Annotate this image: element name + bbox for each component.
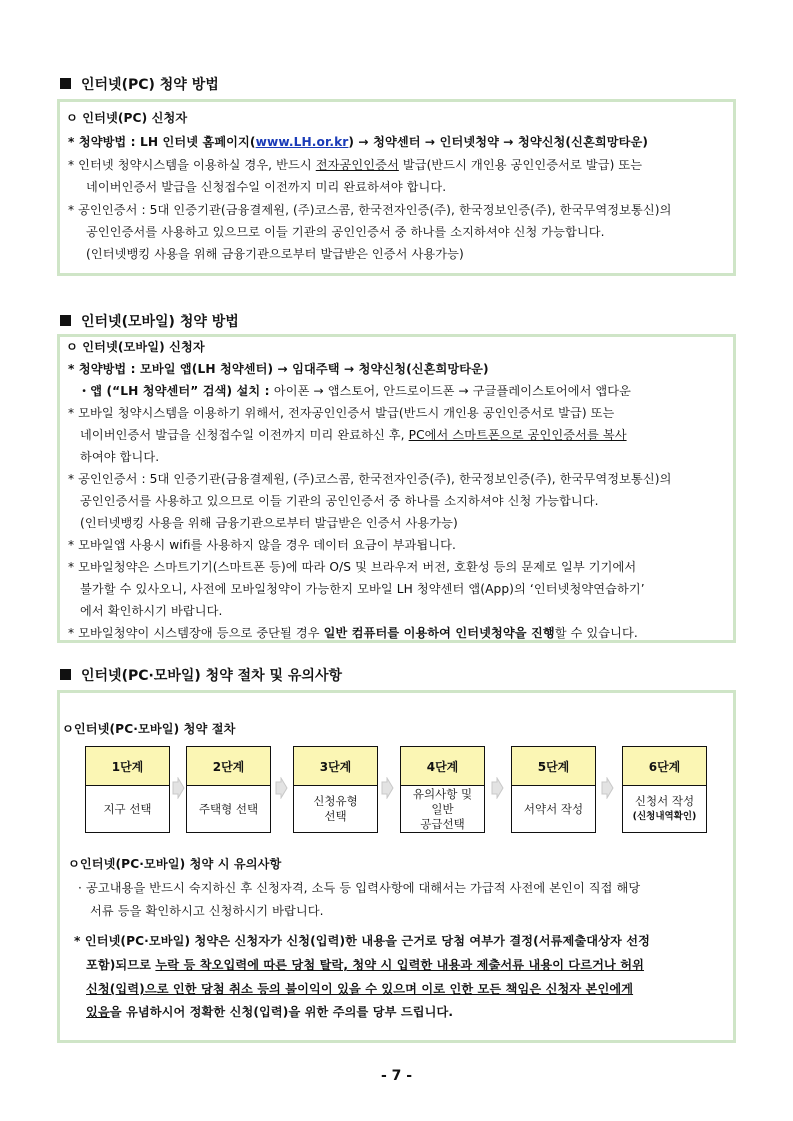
mobile-line-7: 공인인증서를 사용하고 있으므로 이들 기관의 공인인증서 중 하나를 소지하셔야 신청 가능합니다. xyxy=(80,494,599,508)
step-4 xyxy=(400,746,485,833)
step-text-main: 신청서 작성 xyxy=(634,794,695,808)
step-text-lines: 신청유형 선택 xyxy=(313,794,358,823)
notice-line-2: 서류 등을 확인하시고 신청하시기 바랍니다. xyxy=(90,904,324,918)
step-1 xyxy=(85,746,170,833)
step-label: 1단계 xyxy=(86,747,169,786)
mobile-line-11: 불가할 수 있사오니, 사전에 모바일청약이 가능한지 모바일 LH 청약센터 앱(App)의 ‘인터넷청약연습하기’ xyxy=(80,582,645,596)
step-label: 4단계 xyxy=(401,747,484,786)
square-bullet-icon xyxy=(60,78,71,89)
mobile-line-12: 에서 확인하시기 바랍니다. xyxy=(80,604,223,618)
mobile-line-8: (인터넷뱅킹 사용을 위해 금융기관으로부터 발급받은 인증서 사용가능) xyxy=(80,516,458,530)
mobile-line-13: * 모바일청약이 시스템장애 등으로 중단될 경우 일반 컴퓨터를 이용하여 인터넷청약을 진행할 수 있습니다. xyxy=(68,626,638,640)
step-text: 서약서 작성 xyxy=(523,801,584,816)
notice-subheading: ㅇ인터넷(PC·모바일) 청약 시 유의사항 xyxy=(68,857,282,871)
arrow-right-icon xyxy=(274,777,288,799)
step-text xyxy=(401,786,484,832)
section-title-pc: 인터넷(PC) 청약 방법 xyxy=(60,74,219,94)
step-2 xyxy=(186,746,271,833)
pc-line-4: * 공인인증서 : 5대 인증기관(금융결제원, (주)코스콤, 한국전자인증(주), 한국정보인증(주), 한국무역정보통신)의 xyxy=(68,203,672,217)
pc-line-5: 공인인증서를 사용하고 있으므로 이들 기관의 공인인증서 중 하나를 소지하셔야 신청 가능합니다. xyxy=(86,225,605,239)
page-number: - 7 - xyxy=(380,1068,413,1084)
pc-line-2: * 인터넷 청약시스템을 이용하실 경우, 반드시 전자공인인증서 발급(반드시 개인용 공인인증서로 발급) 또는 xyxy=(68,158,643,172)
mobile-line-2: ・앱 (“LH 청약센터” 검색) 설치 : 아이폰 → 앱스토어, 안드로이드폰 → 구글플레이스토어에서 앱다운 xyxy=(78,384,632,398)
mobile-line-10: * 모바일청약은 스마트기기(스마트폰 등)에 따라 O/S 및 브라우저 버전, 호환성 등의 문제로 일부 기기에서 xyxy=(68,560,637,574)
step-label: 2단계 xyxy=(187,747,270,786)
pc-line-3: 네이버인증서 발급을 신청접수일 이전까지 미리 완료하셔야 합니다. xyxy=(86,180,447,194)
square-bullet-icon xyxy=(60,669,71,680)
pc-line-1: * 청약방법 : LH 인터넷 홈페이지(www.LH.or.kr) → 청약센터 → 인터넷청약 → 청약신청(신혼희망타운) xyxy=(68,135,649,149)
notice-line-5: 신청(입력)으로 인한 당첨 취소 등의 불이익이 있을 수 있으며 이로 인한 모든 책임은 신청자 본인에게 xyxy=(86,982,634,996)
arrow-right-icon xyxy=(171,777,185,799)
lh-homepage-link[interactable]: www.LH.or.kr xyxy=(255,135,349,149)
mobile-line-9: * 모바일앱 사용시 wifi를 사용하지 않을 경우 데이터 요금이 부과됩니다. xyxy=(68,538,456,552)
pc-subheading: ㅇ 인터넷(PC) 신청자 xyxy=(66,111,188,125)
mobile-subheading: ㅇ 인터넷(모바일) 신청자 xyxy=(66,340,205,354)
notice-line-3: * 인터넷(PC·모바일) 청약은 신청자가 신청(입력)한 내용을 근거로 당첨 여부가 결정(서류제출대상자 선정 xyxy=(74,934,650,948)
section-title-mobile: 인터넷(모바일) 청약 방법 xyxy=(60,311,239,331)
square-bullet-icon xyxy=(60,315,71,326)
pc-line-6: (인터넷뱅킹 사용을 위해 금융기관으로부터 발급받은 인증서 사용가능) xyxy=(86,247,464,261)
step-3 xyxy=(293,746,378,833)
step-label: 6단계 xyxy=(623,747,706,786)
step-text xyxy=(294,786,377,832)
arrow-right-icon xyxy=(600,777,614,799)
step-5 xyxy=(511,746,596,833)
procedure-subheading: ㅇ인터넷(PC·모바일) 청약 절차 xyxy=(62,722,236,736)
mobile-line-4: 네이버인증서 발급을 신청접수일 이전까지 미리 완료하신 후, PC에서 스마트폰으로 공인인증서를 복사 xyxy=(80,428,627,442)
mobile-line-6: * 공인인증서 : 5대 인증기관(금융결제원, (주)코스콤, 한국전자인증(주), 한국정보인증(주), 한국무역정보통신)의 xyxy=(68,472,672,486)
mobile-line-1: * 청약방법 : 모바일 앱(LH 청약센터) → 임대주택 → 청약신청(신혼희망타운) xyxy=(68,362,489,376)
arrow-right-icon xyxy=(490,777,504,799)
section-title-procedure: 인터넷(PC·모바일) 청약 절차 및 유의사항 xyxy=(60,665,342,685)
notice-line-1: · 공고내용을 반드시 숙지하신 후 신청자격, 소득 등 입력사항에 대해서는 가급적 사전에 본인이 직접 해당 xyxy=(78,881,641,895)
step-text-lines: 유의사항 및 일반 공급선택 xyxy=(412,786,473,831)
step-text: 주택형 선택 xyxy=(198,801,259,816)
step-label: 5단계 xyxy=(512,747,595,786)
arrow-right-icon xyxy=(380,777,394,799)
step-text: 지구 선택 xyxy=(103,801,152,816)
step-text-note: (신청내역확인) xyxy=(632,811,697,822)
step-text xyxy=(623,786,706,832)
step-label: 3단계 xyxy=(294,747,377,786)
notice-line-6: 있음을 유념하시어 정확한 신청(입력)을 위한 주의를 당부 드립니다. xyxy=(86,1005,454,1019)
notice-line-4: 포함)되므로 누락 등 착오입력에 따른 당첨 탈락, 청약 시 입력한 내용과 제출서류 내용이 다르거나 허위 xyxy=(86,958,645,972)
mobile-line-5: 하여야 합니다. xyxy=(80,450,160,464)
step-6 xyxy=(622,746,707,833)
mobile-line-3: * 모바일 청약시스템을 이용하기 위해서, 전자공인인증서 발급(반드시 개인용 공인인증서로 발급) 또는 xyxy=(68,406,615,420)
